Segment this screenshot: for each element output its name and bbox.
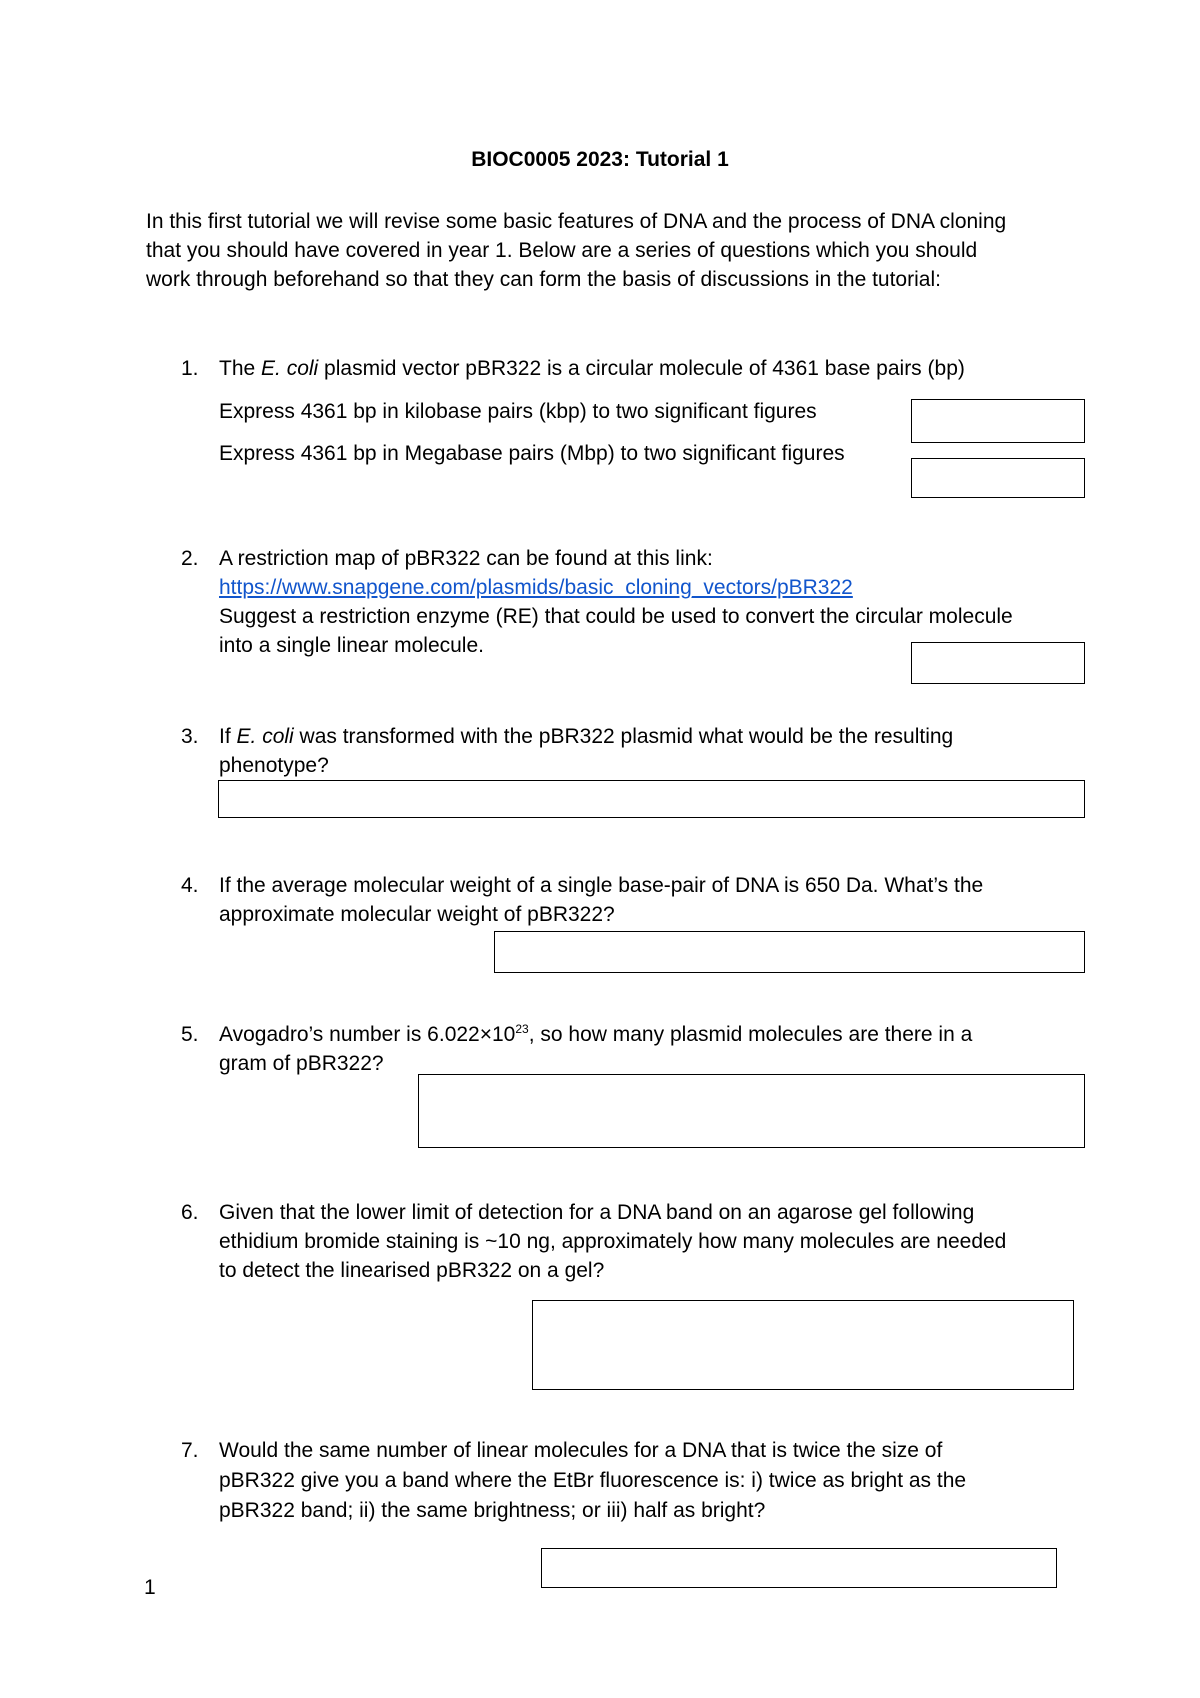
q7-number: 7. [181,1439,199,1462]
q5-line-2: gram of pBR322? [219,1052,384,1075]
q3-line-1: If E. coli was transformed with the pBR322 plasmid what would be the resulting [219,725,954,748]
q2-line-4: into a single linear molecule. [219,634,484,657]
q3-answer-box[interactable] [218,780,1085,818]
q1-text: The E. coli plasmid vector pBR322 is a circular molecule of 4361 base pairs (bp) [219,357,965,380]
q1-kbp-answer-box[interactable] [911,399,1085,443]
q3-line-2: phenotype? [219,754,329,777]
q7-line-2: pBR322 give you a band where the EtBr fluorescence is: i) twice as bright as the [219,1469,967,1492]
q6-answer-box[interactable] [532,1300,1074,1390]
page-number: 1 [144,1576,156,1599]
q4-line-1: If the average molecular weight of a single base-pair of DNA is 650 Da. What’s the [219,874,984,897]
intro-line-1: In this first tutorial we will revise some basic features of DNA and the process of DNA cloning [146,210,1007,233]
q5-number: 5. [181,1023,199,1046]
q4-answer-box[interactable] [494,931,1085,973]
q1-sub2: Express 4361 bp in Megabase pairs (Mbp) to two significant figures [219,442,845,465]
document-title: BIOC0005 2023: Tutorial 1 [471,148,729,171]
q6-line-2: ethidium bromide staining is ~10 ng, approximately how many molecules are needed [219,1230,1007,1253]
q3-number: 3. [181,725,199,748]
q4-number: 4. [181,874,199,897]
q2-line-1: A restriction map of pBR322 can be found at this link: [219,547,713,570]
q2-number: 2. [181,547,199,570]
q1-sub1: Express 4361 bp in kilobase pairs (kbp) to two significant figures [219,400,817,423]
intro-line-2: that you should have covered in year 1. Below are a series of questions which you should [146,239,978,262]
q2-answer-box[interactable] [911,642,1085,684]
q5-line-1: Avogadro’s number is $6.022\times 10^{23}$, so how many plasmid molecules are there in a [219,1022,973,1046]
q2-line-3: Suggest a restriction enzyme (RE) that could be used to convert the circular molecule [219,605,1013,628]
q7-answer-box[interactable] [541,1548,1057,1588]
q2-snapgene-link[interactable]: https://www.snapgene.com/plasmids/basic_cloning_vectors/pBR322 [219,576,853,599]
q5-answer-box[interactable] [418,1074,1085,1148]
q6-line-1: Given that the lower limit of detection for a DNA band on an agarose gel following [219,1201,975,1224]
q1-mbp-answer-box[interactable] [911,458,1085,498]
q7-line-1: Would the same number of linear molecules for a DNA that is twice the size of [219,1439,943,1462]
q6-number: 6. [181,1201,199,1224]
q7-line-3: pBR322 band; ii) the same brightness; or iii) half as bright? [219,1499,766,1522]
q1-number: 1. [181,357,199,380]
q4-line-2: approximate molecular weight of pBR322? [219,903,615,926]
intro-line-3: work through beforehand so that they can form the basis of discussions in the tutorial: [146,268,941,291]
q6-line-3: to detect the linearised pBR322 on a gel? [219,1259,605,1282]
